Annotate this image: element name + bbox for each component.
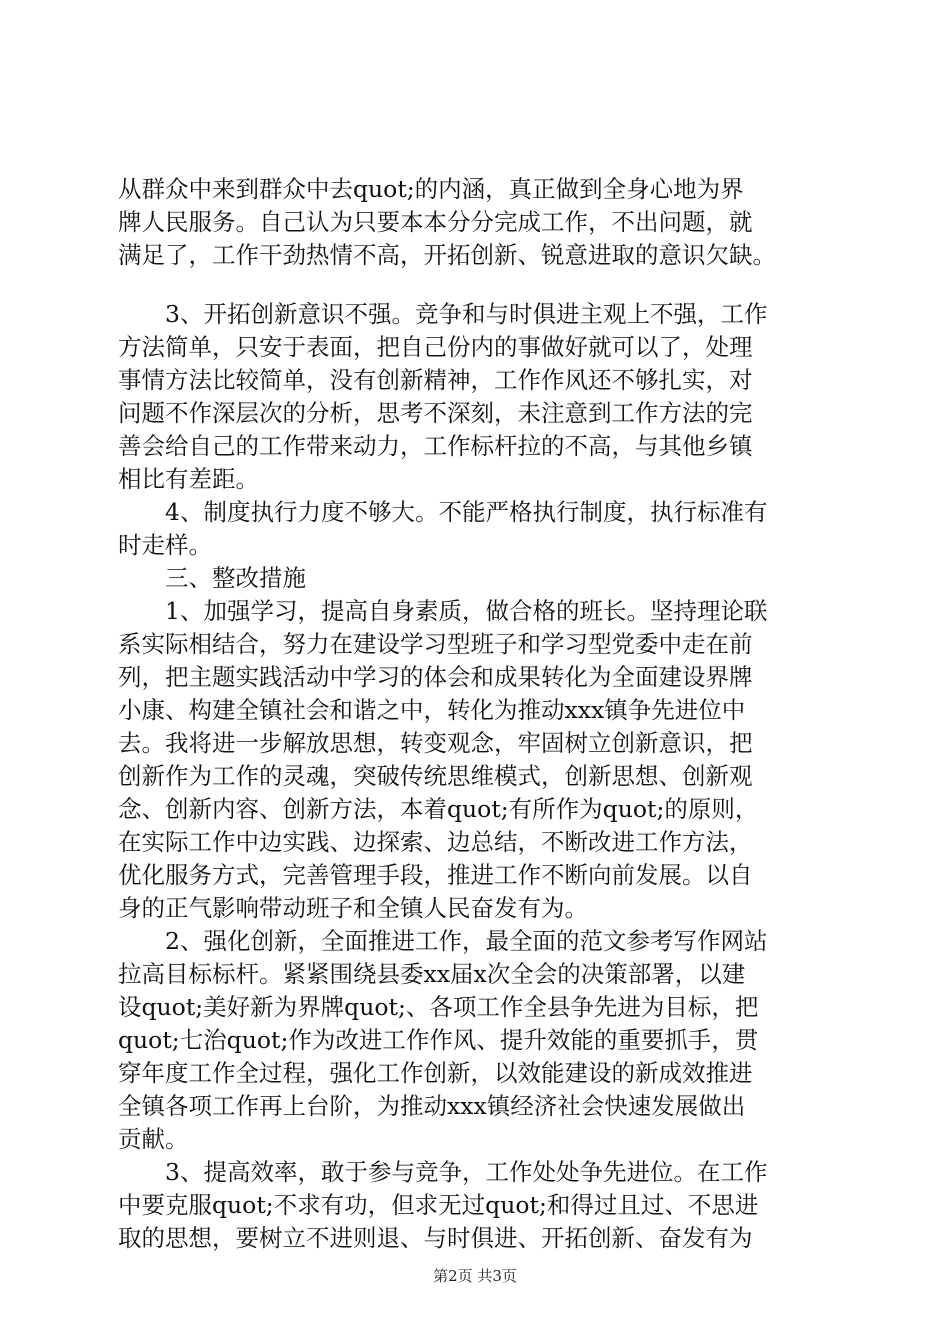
text-line: 中要克服quot;不求有功，但求无过quot;和得过且过、不思进 bbox=[118, 1191, 759, 1219]
text-line: 创新作为工作的灵魂，突破传统思维模式，创新思想、创新观 bbox=[118, 762, 753, 790]
text-line: 优化服务方式，完善管理手段，推进工作不断向前发展。以自 bbox=[118, 861, 753, 889]
text-line: 在实际工作中边实践、边探索、边总结，不断改进工作方法， bbox=[118, 828, 753, 856]
text-line: 全镇各项工作再上台阶，为推动xxx镇经济社会快速发展做出 bbox=[118, 1092, 746, 1120]
text-line: 相比有差距。 bbox=[118, 465, 259, 493]
section-heading: 三、整改措施 bbox=[165, 564, 306, 592]
text-line: 3、提高效率，敢于参与竞争，工作处处争先进位。在工作 bbox=[165, 1158, 768, 1186]
text-line: 拉高目标标杆。紧紧围绕县委xx届x次全会的决策部署，以建 bbox=[118, 960, 746, 988]
text-line: 系实际相结合，努力在建设学习型班子和学习型党委中走在前 bbox=[118, 630, 753, 658]
text-line: 设quot;美好新为界牌quot;、各项工作全县争先进为目标，把 bbox=[118, 993, 759, 1021]
text-line: 4、制度执行力度不够大。不能严格执行制度，执行标准有 bbox=[165, 498, 768, 526]
text-line: 善会给自己的工作带来动力，工作标杆拉的不高，与其他乡镇 bbox=[118, 432, 753, 460]
text-line: 2、强化创新，全面推进工作，最全面的范文参考写作网站 bbox=[165, 927, 768, 955]
text-line: 满足了，工作干劲热情不高，开拓创新、锐意进取的意识欠缺。 bbox=[118, 241, 776, 269]
text-line: 列，把主题实践活动中学习的体会和成果转化为全面建设界牌 bbox=[118, 663, 753, 691]
text-line: 3、开拓创新意识不强。竞争和与时俱进主观上不强，工作 bbox=[165, 300, 768, 328]
text-line: 从群众中来到群众中去quot;的内涵，真正做到全身心地为界 bbox=[118, 175, 744, 203]
text-line: 事情方法比较简单，没有创新精神，工作作风还不够扎实，对 bbox=[118, 366, 753, 394]
text-line: 取的思想，要树立不进则退、与时俱进、开拓创新、奋发有为 bbox=[118, 1224, 753, 1252]
text-line: 念、创新内容、创新方法，本着quot;有所作为quot;的原则， bbox=[118, 795, 759, 823]
text-line: 问题不作深层次的分析，思考不深刻，未注意到工作方法的完 bbox=[118, 399, 753, 427]
text-line: 身的正气影响带动班子和全镇人民奋发有为。 bbox=[118, 894, 588, 922]
text-line: 贡献。 bbox=[118, 1125, 189, 1153]
text-line: quot;七治quot;作为改进工作作风、提升效能的重要抓手，贯 bbox=[118, 1026, 759, 1054]
text-line: 时走样。 bbox=[118, 531, 212, 559]
text-line: 1、加强学习，提高自身素质，做合格的班长。坚持理论联 bbox=[165, 597, 768, 625]
page-footer: 第2页 共3页 bbox=[433, 1267, 517, 1285]
text-line: 小康、构建全镇社会和谐之中，转化为推动xxx镇争先进位中 bbox=[118, 696, 746, 724]
text-line: 去。我将进一步解放思想，转变观念，牢固树立创新意识，把 bbox=[118, 729, 753, 757]
text-line: 方法简单，只安于表面，把自己份内的事做好就可以了，处理 bbox=[118, 333, 753, 361]
text-line: 牌人民服务。自己认为只要本本分分完成工作，不出问题，就 bbox=[118, 208, 753, 236]
text-line: 穿年度工作全过程，强化工作创新，以效能建设的新成效推进 bbox=[118, 1059, 753, 1087]
